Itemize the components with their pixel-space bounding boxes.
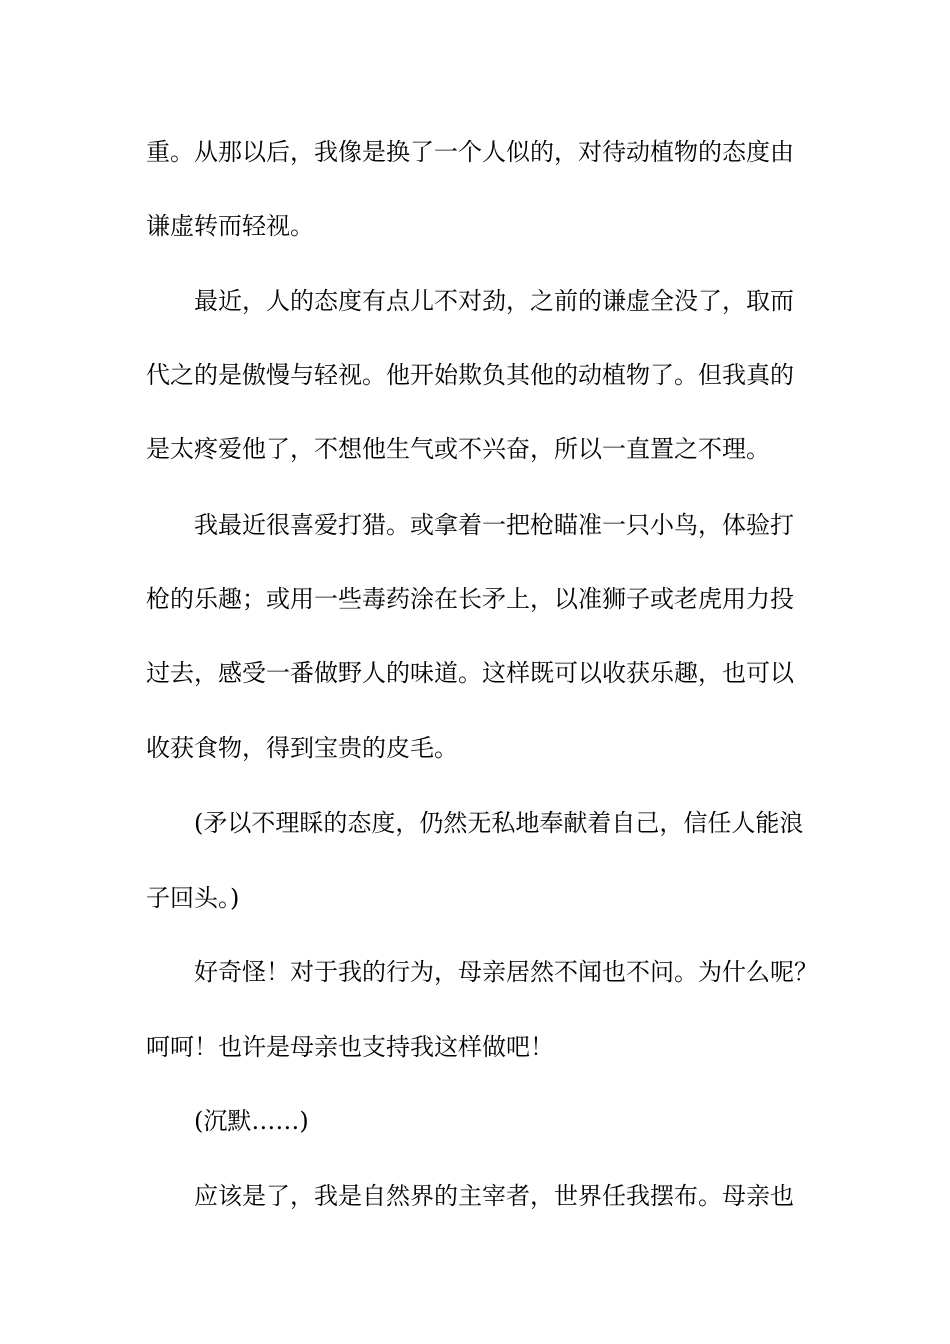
text-line: 过去，感受一番做野人的味道。这样既可以收获乐趣，也可以 [146, 659, 794, 687]
text-line: 重。从那以后，我像是换了一个人似的，对待动植物的态度由 [146, 138, 794, 166]
paragraph-start: (矛以不理睬的态度，仍然无私地奉献着自己，信任人能浪 [194, 809, 804, 837]
paragraph-start: 最近，人的态度有点儿不对劲，之前的谦虚全没了，取而 [194, 287, 794, 315]
paragraph-start: 我最近很喜爱打猎。或拿着一把枪瞄准一只小鸟，体验打 [194, 511, 794, 539]
text-line: 呵呵！也许是母亲也支持我这样做吧！ [146, 1033, 554, 1061]
text-line: 谦虚转而轻视。 [146, 212, 314, 240]
paragraph-start: 应该是了，我是自然界的主宰者，世界任我摆布。母亲也 [194, 1182, 794, 1210]
text-line: 枪的乐趣；或用一些毒药涂在长矛上，以准狮子或老虎用力投 [146, 585, 794, 613]
text-line: 代之的是傲慢与轻视。他开始欺负其他的动植物了。但我真的 [146, 361, 794, 389]
text-line: 是太疼爱他了，不想他生气或不兴奋，所以一直置之不理。 [146, 435, 770, 463]
text-line: 收获食物，得到宝贵的皮毛。 [146, 734, 458, 762]
text-line: 子回头。) [146, 884, 240, 912]
paragraph-start: 好奇怪！对于我的行为，母亲居然不闻也不问。为什么呢？ [194, 958, 818, 986]
paragraph-start: (沉默……) [194, 1107, 309, 1135]
